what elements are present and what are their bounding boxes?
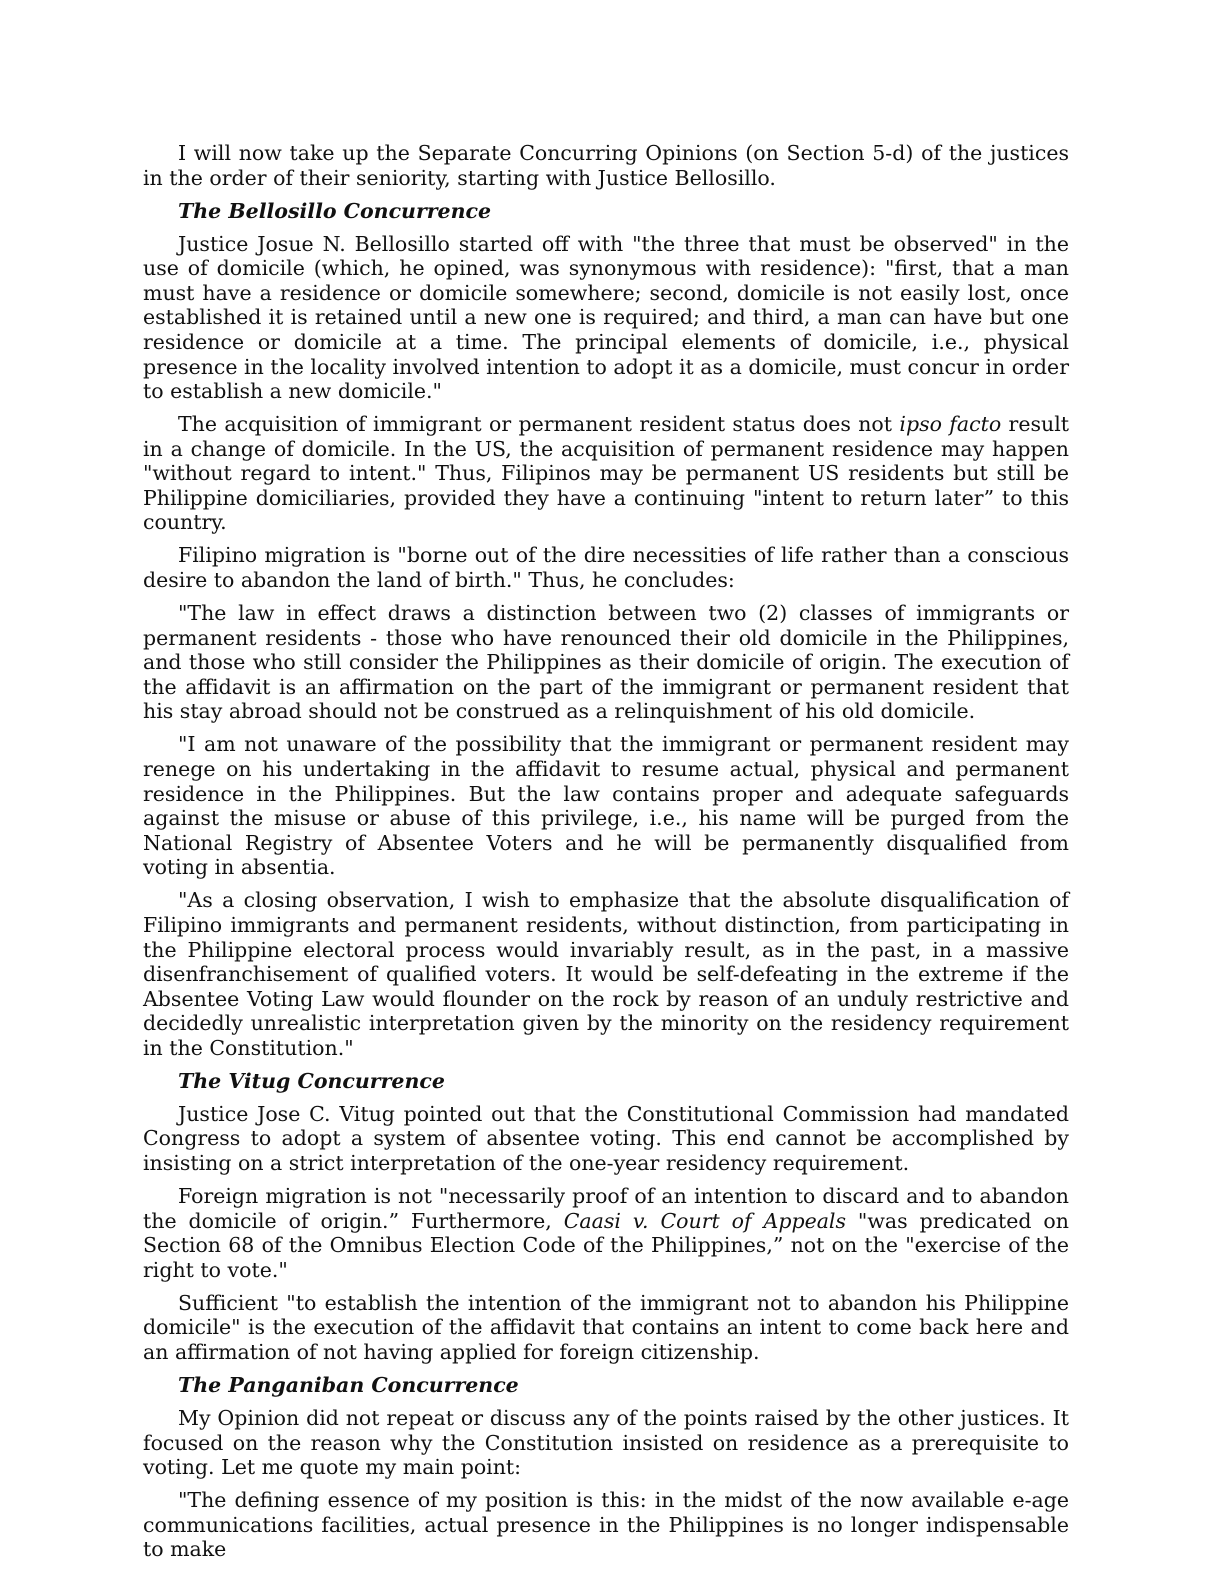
case-citation: Caasi v. Court of Appeals [563,1208,846,1233]
bellosillo-quote-1: "The law in effect draws a distinction between two (2) classes of immigrants or permanent residents - those who have renounced their old domicile in the Philippines, and those who still consider the Philippines as their domicile of origin. The execution of the affidavit is an affirmation on the part of the immigrant or permanent resident that his stay abroad should not be construed as a relinquishment of his old domicile. [143,601,1069,724]
vitug-paragraph-2 [143,1184,1069,1282]
bellosillo-paragraph-1: Justice Josue N. Bellosillo started off with "the three that must be observed" in the use of domicile (which, he opined, was synonymous with residence): "first, that a man must have a residence or domicile somewhere; second, domicile is not easily lost, once established it is retained until a new one is required; and third, a man can have but one residence or domicile at a time. The principal elements of domicile, i.e., physical presence in the locality involved intention to adopt it as a domicile, must concur in order to establish a new domicile." [143,231,1069,404]
text-run: The acquisition of immigrant or permanent resident status does not [178,412,900,437]
intro-paragraph: I will now take up the Separate Concurring Opinions (on Section 5-d) of the justices in the order of their seniority, starting with Justice Bellosillo. [143,141,1069,190]
panganiban-paragraph-1: My Opinion did not repeat or discuss any of the points raised by the other justices. It focused on the reason why the Constitution insisted on residence as a prerequisite to voting. Let me quote my main point: [143,1405,1069,1480]
text-run: "was predicated on Section 68 of the Omnibus Election Code of the Philippines,” not on the "exercise of the right to vote." [143,1208,1069,1282]
section-heading-vitug: The Vitug Concurrence [178,1068,445,1093]
bellosillo-quote-3: "As a closing observation, I wish to emphasize that the absolute disqualification of Filipino immigrants and permanent residents, without distinction, from participating in the Philippine electoral process would invariably result, as in the past, in a massive disenfranchisement of qualified voters. It would be self-defeating in the extreme if the Absentee Voting Law would flounder on the rock by reason of an unduly restrictive and decidedly unrealistic interpretation given by the minority on the residency requirement in the Constitution." [143,888,1069,1060]
bellosillo-paragraph-3: Filipino migration is "borne out of the dire necessities of life rather than a conscious desire to abandon the land of birth." Thus, he concludes: [143,543,1069,593]
vitug-paragraph-3: Sufficient "to establish the intention of the immigrant not to abandon his Philippine domicile" is the execution of the affidavit that contains an intent to come back here and an affirmation of not having applied for foreign citizenship. [143,1290,1069,1365]
document-page [143,141,1069,1570]
section-heading-panganiban: The Panganiban Concurrence [178,1373,519,1397]
panganiban-quote-1: "The defining essence of my position is this: in the midst of the now available e-age communications facilities, actual presence in the Philippines is no longer indispensable to make [143,1488,1069,1562]
section-heading-bellosillo: The Bellosillo Concurrence [178,198,492,223]
bellosillo-quote-2: "I am not unaware of the possibility that the immigrant or permanent resident may renege on his undertaking in the affidavit to resume actual, physical and permanent residence in the Philippines. But the law contains proper and adequate safeguards against the misuse or abuse of this privilege, i.e., his name will be purged from the National Registry of Absentee Voters and he will be permanently disqualified from voting in absentia. [143,732,1069,880]
italic-term: ipso facto [899,412,1002,437]
text-run: Foreign migration is not "necessarily proof of an intention to discard and to abandon the domicile of origin.” Furthermore, [143,1184,1069,1233]
vitug-paragraph-1: Justice Jose C. Vitug pointed out that the Constitutional Commission had mandated Congress to adopt a system of absentee voting. This end cannot be accomplished by insisting on a strict interpretation of the one-year residency requirement. [143,1101,1069,1176]
bellosillo-paragraph-2 [143,412,1069,535]
text-run: result in a change of domicile. In the US, the acquisition of permanent residence may happen "without regard to intent." Thus, Filipinos may be permanent US residents but still be Philippine domiciliaries, provided they have a continuing "intent to return later” to this country. [143,412,1070,535]
